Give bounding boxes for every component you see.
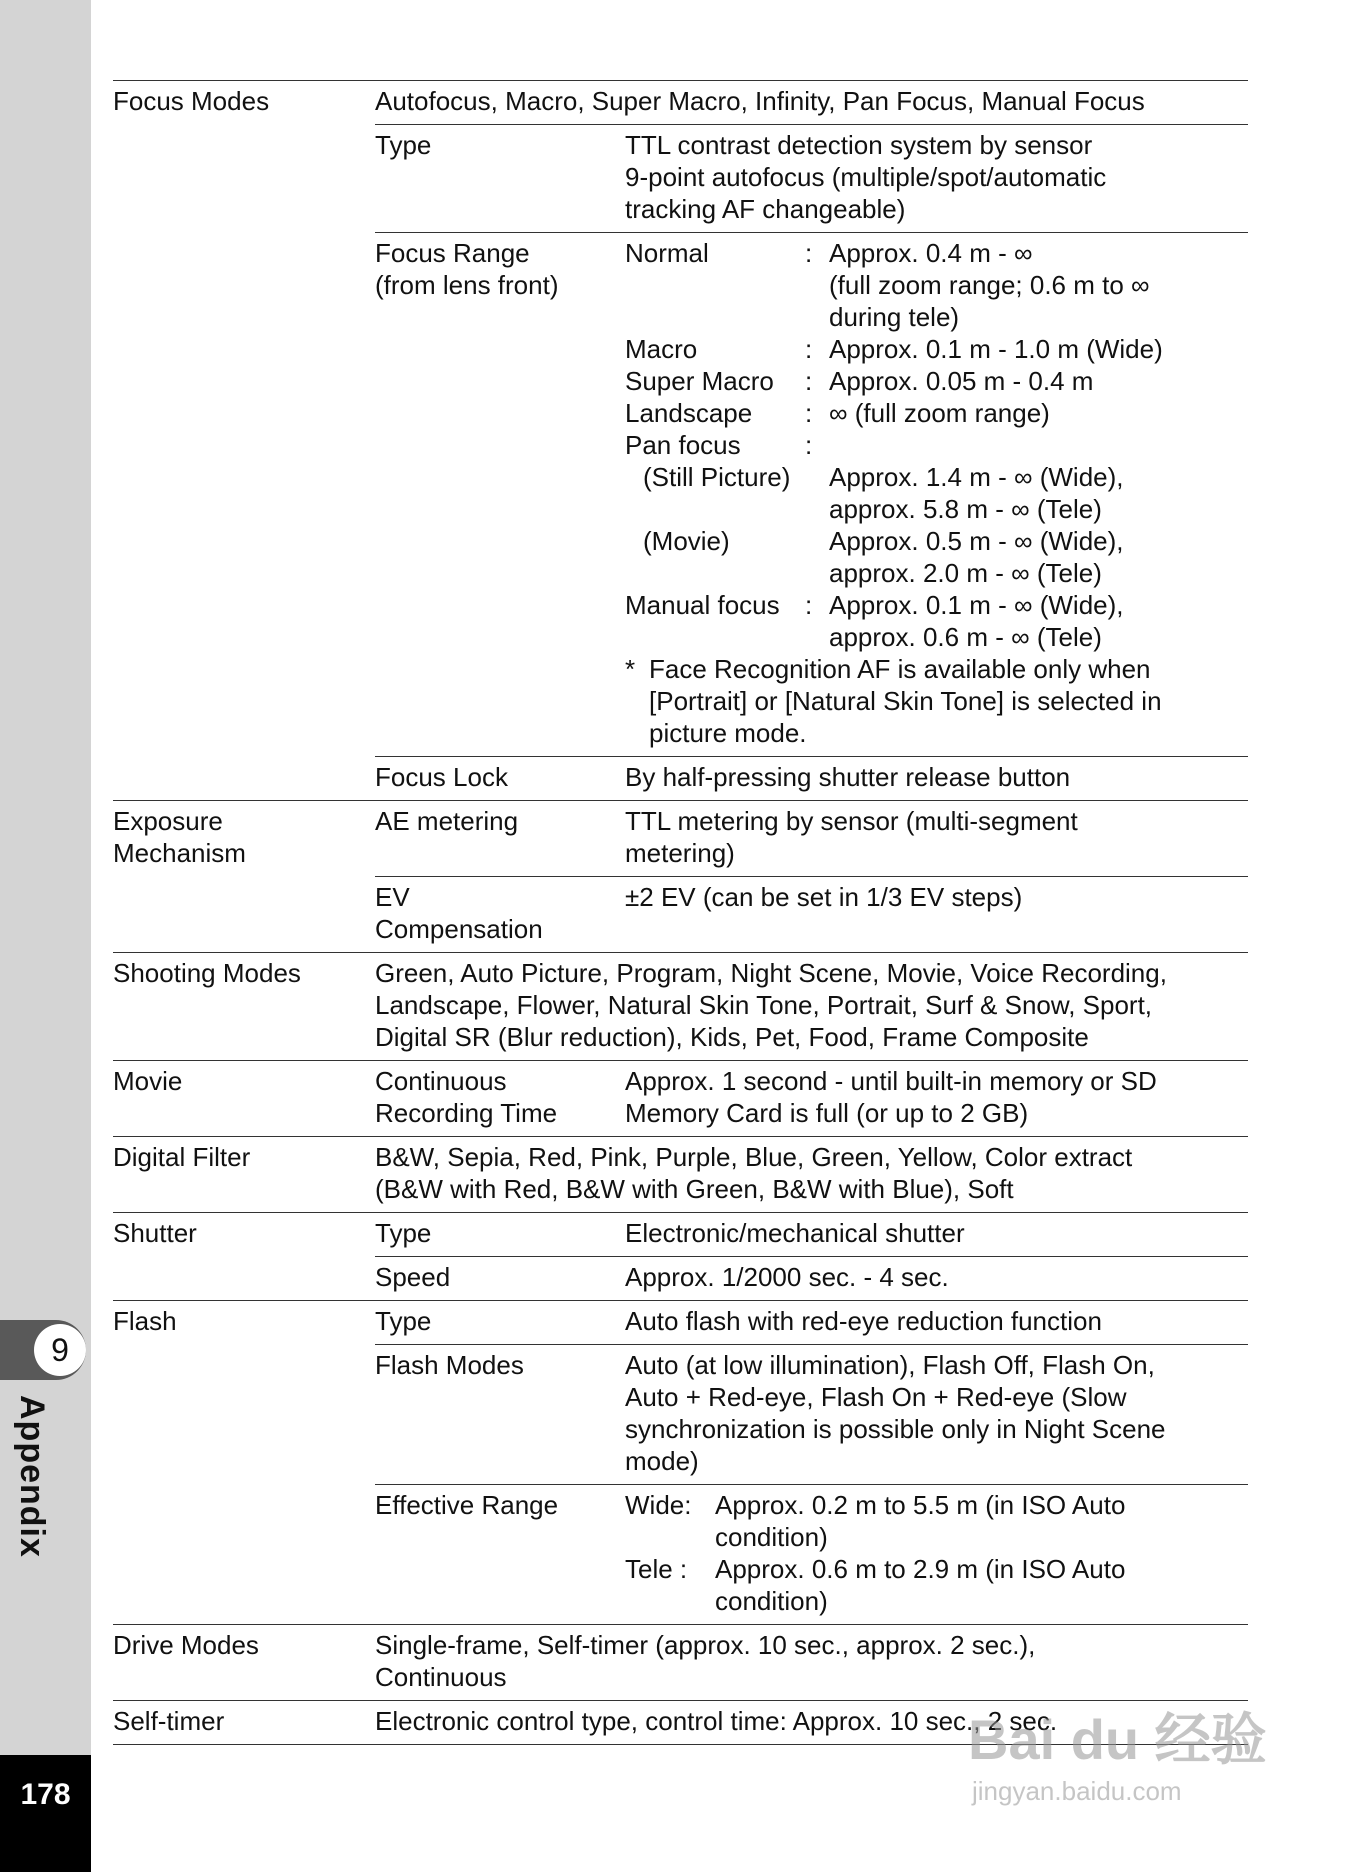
flash-range-wide: Wide: Approx. 0.2 m to 5.5 m (in ISO Auto condition) bbox=[625, 1490, 1126, 1552]
spec-label: Focus Modes bbox=[113, 81, 375, 125]
spec-label: Exposure Mechanism bbox=[113, 801, 375, 877]
side-tab bbox=[0, 0, 91, 1872]
spec-row-digital-filter bbox=[113, 1137, 1248, 1213]
spec-row-focus-range bbox=[113, 233, 1248, 757]
spec-sublabel: Focus Lock bbox=[375, 757, 625, 801]
range-super-macro: Super Macro : Approx. 0.05 m - 0.4 m bbox=[625, 366, 1094, 396]
spec-value: Approx. 1/2000 sec. - 4 sec. bbox=[625, 1257, 1248, 1301]
spec-value: Autofocus, Macro, Super Macro, Infinity, Pan Focus, Manual Focus bbox=[375, 81, 1248, 125]
spec-table bbox=[113, 80, 1248, 1745]
spec-label: Shooting Modes bbox=[113, 953, 375, 1061]
range-movie: (Movie) Approx. 0.5 m - ∞ (Wide), approx. 2.0 m - ∞ (Tele) bbox=[643, 526, 1124, 588]
spec-row-exposure bbox=[113, 801, 1248, 877]
spec-value bbox=[625, 1485, 1248, 1625]
spec-row-movie bbox=[113, 1061, 1248, 1137]
spec-value bbox=[625, 233, 1248, 757]
spec-label: Drive Modes bbox=[113, 1625, 375, 1701]
spec-row-focus-lock bbox=[113, 757, 1248, 801]
spec-sublabel: Speed bbox=[375, 1257, 625, 1301]
range-manual-focus: Manual focus : Approx. 0.1 m - ∞ (Wide), approx. 0.6 m - ∞ (Tele) bbox=[625, 590, 1124, 652]
range-pan-focus: Pan focus : bbox=[625, 430, 813, 460]
spec-value: Green, Auto Picture, Program, Night Scene, Movie, Voice Recording, Landscape, Flower, Natural Skin Tone, Portrait, Surf & Snow, Sport, Digital SR (Blur reduction), Kids, Pet, Food, Frame Composite bbox=[375, 953, 1248, 1061]
spec-value: Auto (at low illumination), Flash Off, Flash On, Auto + Red-eye, Flash On + Red-eye (Slow synchronization is possible only in Night Scene mode) bbox=[625, 1345, 1248, 1485]
spec-row-flash-modes bbox=[113, 1345, 1248, 1485]
spec-row-focus-type bbox=[113, 125, 1248, 233]
spec-value: By half-pressing shutter release button bbox=[625, 757, 1248, 801]
page-number: 178 bbox=[20, 1778, 71, 1811]
spec-value: TTL contrast detection system by sensor 9-point autofocus (multiple/spot/automatic tracking AF changeable) bbox=[625, 125, 1248, 233]
spec-label: Flash bbox=[113, 1301, 375, 1345]
spec-value: Electronic/mechanical shutter bbox=[625, 1213, 1248, 1257]
spec-row-shutter-speed bbox=[113, 1257, 1248, 1301]
spec-label: Digital Filter bbox=[113, 1137, 375, 1213]
chapter-number: 9 bbox=[34, 1324, 86, 1376]
spec-label: Movie bbox=[113, 1061, 375, 1137]
spec-row-ev bbox=[113, 877, 1248, 953]
range-macro: Macro : Approx. 0.1 m - 1.0 m (Wide) bbox=[625, 334, 1163, 364]
spec-value: Approx. 1 second - until built-in memory or SD Memory Card is full (or up to 2 GB) bbox=[625, 1061, 1248, 1137]
spec-sublabel: AE metering bbox=[375, 801, 625, 877]
spec-value: Electronic control type, control time: Approx. 10 sec., 2 sec. bbox=[375, 1701, 1248, 1745]
spec-sublabel: Type bbox=[375, 1213, 625, 1257]
spec-row-flash-range bbox=[113, 1485, 1248, 1625]
spec-sublabel: Continuous Recording Time bbox=[375, 1061, 625, 1137]
spec-value: ±2 EV (can be set in 1/3 EV steps) bbox=[625, 877, 1248, 953]
spec-row-shooting-modes bbox=[113, 953, 1248, 1061]
spec-row-flash bbox=[113, 1301, 1248, 1345]
face-recognition-note: * Face Recognition AF is available only when [Portrait] or [Natural Skin Tone] is selected in picture mode. bbox=[625, 654, 1162, 748]
watermark-logo: Bai du 经验 bbox=[968, 1708, 1267, 1771]
spec-row-shutter bbox=[113, 1213, 1248, 1257]
range-still-picture: (Still Picture) Approx. 1.4 m - ∞ (Wide), approx. 5.8 m - ∞ (Tele) bbox=[643, 462, 1124, 524]
range-normal: Normal : Approx. 0.4 m - ∞ (full zoom range; 0.6 m to ∞ during tele) bbox=[625, 238, 1150, 332]
spec-label: Self-timer bbox=[113, 1701, 375, 1745]
spec-sublabel: Effective Range bbox=[375, 1485, 625, 1625]
page-number-box bbox=[0, 1755, 91, 1872]
spec-sublabel: Type bbox=[375, 1301, 625, 1345]
spec-value: TTL metering by sensor (multi-segment metering) bbox=[625, 801, 1248, 877]
spec-value: Auto flash with red-eye reduction function bbox=[625, 1301, 1248, 1345]
spec-value: Single-frame, Self-timer (approx. 10 sec., approx. 2 sec.), Continuous bbox=[375, 1625, 1248, 1701]
spec-sublabel: Flash Modes bbox=[375, 1345, 625, 1485]
spec-label: Shutter bbox=[113, 1213, 375, 1257]
spec-sublabel: Type bbox=[375, 125, 625, 233]
flash-range-tele: Tele : Approx. 0.6 m to 2.9 m (in ISO Auto condition) bbox=[625, 1554, 1126, 1616]
spec-row-drive-modes bbox=[113, 1625, 1248, 1701]
spec-sublabel: EV Compensation bbox=[375, 877, 625, 953]
range-landscape: Landscape : ∞ (full zoom range) bbox=[625, 398, 1050, 428]
watermark-url: jingyan.baidu.com bbox=[972, 1776, 1182, 1806]
spec-value: B&W, Sepia, Red, Pink, Purple, Blue, Green, Yellow, Color extract (B&W with Red, B&W with Green, B&W with Blue), Soft bbox=[375, 1137, 1248, 1213]
chapter-label: Appendix bbox=[13, 1395, 51, 1558]
spec-row-focus-modes bbox=[113, 81, 1248, 125]
spec-sublabel: Focus Range (from lens front) bbox=[375, 233, 625, 757]
